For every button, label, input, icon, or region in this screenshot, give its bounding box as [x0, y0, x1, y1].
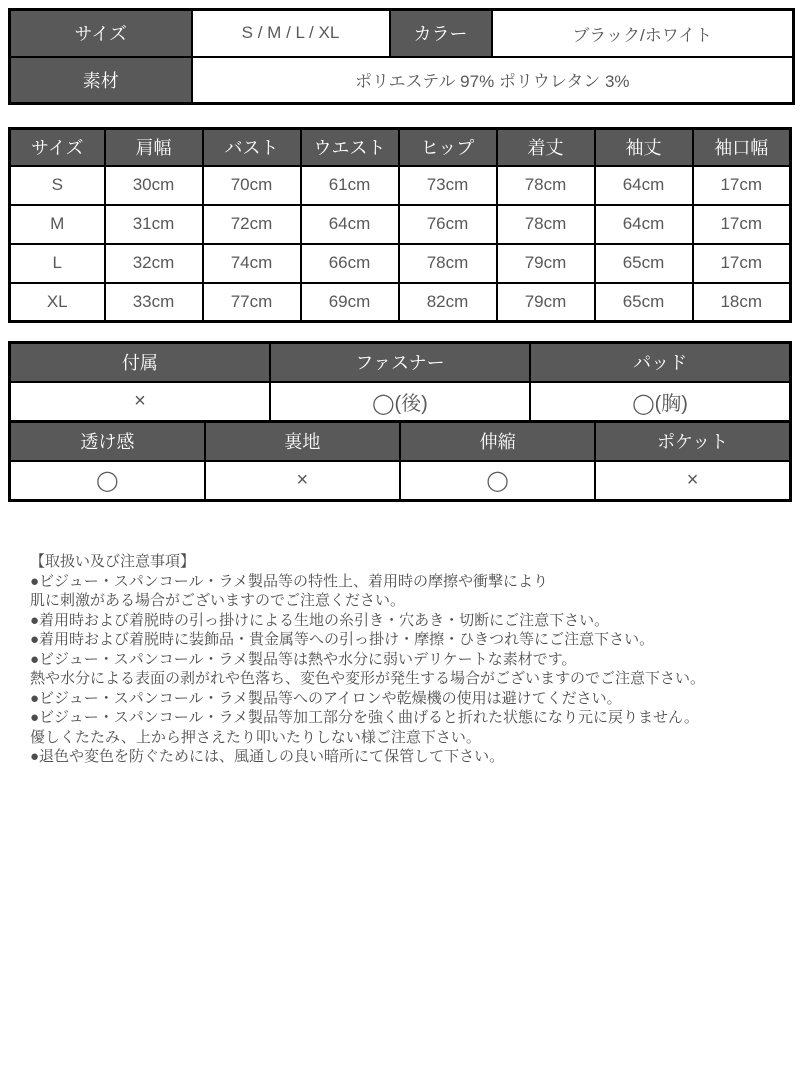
features-b-value: ◯	[400, 461, 595, 501]
care-note-line: ●ビジュー・スパンコール・ラメ製品等は熱や水分に弱いデリケートな素材です。	[30, 650, 577, 668]
care-note-line: ●ビジュー・スパンコール・ラメ製品等へのアイロンや乾燥機の使用は避けてください。	[30, 689, 622, 707]
care-note-line: 優しくたたみ、上から押さえたり叩いたりしない様ご注意下さい。	[30, 728, 481, 746]
size-chart-cell: 78cm	[399, 244, 497, 283]
size-chart-cell: 76cm	[399, 205, 497, 244]
features-a-header: ファスナー	[270, 343, 530, 382]
size-chart-cell: 72cm	[203, 205, 301, 244]
size-chart-cell: 17cm	[693, 244, 791, 283]
size-chart-cell: 66cm	[301, 244, 399, 283]
size-chart-cell: 73cm	[399, 166, 497, 205]
size-chart-cell: 17cm	[693, 166, 791, 205]
size-chart-cell: 65cm	[595, 244, 693, 283]
features-a-value: ×	[10, 382, 270, 422]
size-chart-header: 袖口幅	[693, 129, 791, 166]
size-chart-header: バスト	[203, 129, 301, 166]
features-a-value: ◯(後)	[270, 382, 530, 422]
size-chart-cell: 64cm	[595, 166, 693, 205]
size-chart-cell: 33cm	[105, 283, 203, 322]
size-chart-cell: S	[10, 166, 105, 205]
features-b-header: 裏地	[205, 422, 400, 461]
spec-color-label: カラー	[390, 10, 492, 57]
size-chart-cell: 18cm	[693, 283, 791, 322]
size-chart-cell: 82cm	[399, 283, 497, 322]
features-a-header: 付属	[10, 343, 270, 382]
spec-table	[8, 8, 795, 105]
care-notes-title: 【取扱い及び注意事項】	[30, 553, 196, 570]
size-chart-header: 袖丈	[595, 129, 693, 166]
size-chart-cell: 30cm	[105, 166, 203, 205]
size-chart-cell: 65cm	[595, 283, 693, 322]
features-table-b	[8, 420, 792, 502]
size-chart-cell: 79cm	[497, 244, 595, 283]
size-chart-cell: 69cm	[301, 283, 399, 322]
features-b-value: ×	[595, 461, 790, 501]
care-notes	[30, 552, 792, 767]
features-b-value: ×	[205, 461, 400, 501]
size-chart-cell: 70cm	[203, 166, 301, 205]
spec-size-value: S / M / L / XL	[192, 10, 390, 57]
size-chart-table	[8, 127, 792, 323]
size-chart-cell: 61cm	[301, 166, 399, 205]
spec-material-value: ポリエステル 97% ポリウレタン 3%	[192, 57, 794, 104]
size-chart-cell: 78cm	[497, 205, 595, 244]
care-note-line: ●着用時および着脱時の引っ掛けによる生地の糸引き・穴あき・切断にご注意下さい。	[30, 611, 610, 629]
care-note-line: 肌に刺激がある場合がございますのでご注意ください。	[30, 592, 406, 609]
care-note-line: ●ビジュー・スパンコール・ラメ製品等の特性上、着用時の摩擦や衝撃により	[30, 572, 549, 590]
size-chart-cell: M	[10, 205, 105, 244]
features-b-header: 伸縮	[400, 422, 595, 461]
spec-material-label: 素材	[10, 57, 192, 104]
size-chart-cell: 32cm	[105, 244, 203, 283]
size-chart-header: 着丈	[497, 129, 595, 166]
size-chart-header: ヒップ	[399, 129, 497, 166]
size-chart-cell: 31cm	[105, 205, 203, 244]
size-chart-row-l	[10, 244, 791, 283]
size-chart-header: ウエスト	[301, 129, 399, 166]
size-chart-row-m	[10, 205, 791, 244]
size-chart-cell: 78cm	[497, 166, 595, 205]
size-chart-row-xl	[10, 283, 791, 322]
features-table-a	[8, 341, 792, 423]
features-b-value: ◯	[10, 461, 205, 501]
features-b-header: ポケット	[595, 422, 790, 461]
care-note-line: ●退色や変色を防ぐためには、風通しの良い暗所にて保管して下さい。	[30, 748, 505, 765]
size-chart-cell: 17cm	[693, 205, 791, 244]
size-chart-cell: L	[10, 244, 105, 283]
size-chart-cell: 64cm	[595, 205, 693, 244]
size-chart-cell: 64cm	[301, 205, 399, 244]
size-chart-header: 肩幅	[105, 129, 203, 166]
features-b-header: 透け感	[10, 422, 205, 461]
size-chart-cell: XL	[10, 283, 105, 322]
care-note-line: ●着用時および着脱時に装飾品・貴金属等への引っ掛け・摩擦・ひきつれ等にご注意下さい。	[30, 631, 655, 648]
care-note-line: ●ビジュー・スパンコール・ラメ製品等加工部分を強く曲げると折れた状態になり元に戻りません。	[30, 709, 699, 726]
size-chart-cell: 79cm	[497, 283, 595, 322]
spec-color-value: ブラック/ホワイト	[492, 10, 794, 57]
size-chart-cell: 74cm	[203, 244, 301, 283]
features-a-value: ◯(胸)	[530, 382, 790, 422]
size-chart-cell: 77cm	[203, 283, 301, 322]
spec-size-label: サイズ	[10, 10, 192, 57]
size-chart-row-s	[10, 166, 791, 205]
size-chart-header: サイズ	[10, 129, 105, 166]
features-a-header: パッド	[530, 343, 790, 382]
care-note-line: 熱や水分による表面の剥がれや色落ち、変色や変形が発生する場合がございますのでご注意下さい。	[30, 670, 706, 687]
